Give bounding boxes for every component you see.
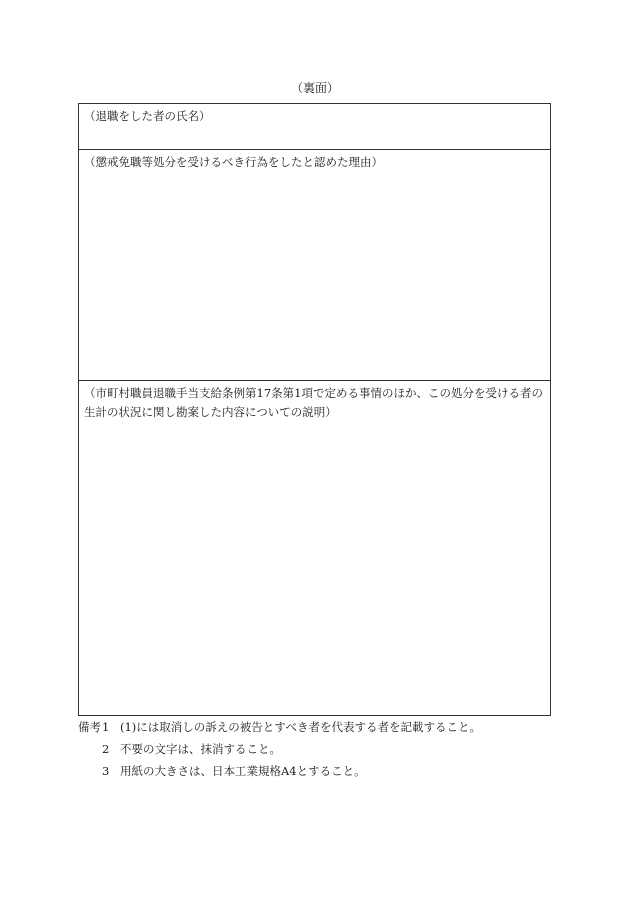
circumstances-row: [79, 381, 551, 716]
note-number: 1: [102, 720, 110, 734]
note-item: [78, 716, 558, 738]
note-item: [78, 760, 558, 782]
disciplinary-reason-row: [79, 150, 551, 381]
circumstances-label: （市町村職員退職手当支給条例第17条第1項で定める事情のほか、この処分を受ける者の生計の状況に関し勘案した内容についての説明）: [84, 386, 543, 419]
retiree-name-row: [79, 104, 551, 150]
note-text: (1)には取消しの訴えの被告とすべき者を代表する者を記載すること。: [120, 720, 482, 734]
retiree-name-label: （退職をした者の氏名）: [84, 109, 211, 123]
page-title: （裏面）: [290, 81, 339, 95]
notes-section: [78, 716, 558, 782]
note-number: 3: [102, 764, 110, 778]
form-table: [78, 103, 551, 716]
note-item: [78, 738, 558, 760]
circumstances-field[interactable]: [79, 381, 551, 716]
disciplinary-reason-label: （懲戒免職等処分を受けるべき行為をしたと認めた理由）: [84, 155, 383, 169]
note-text: 不要の文字は、抹消すること。: [120, 742, 281, 756]
retiree-name-field[interactable]: [79, 104, 551, 150]
notes-label: 備考: [78, 720, 101, 734]
note-number: 2: [102, 742, 110, 756]
note-text: 用紙の大きさは、日本工業規格A4とすること。: [120, 764, 366, 778]
disciplinary-reason-field[interactable]: [79, 150, 551, 381]
